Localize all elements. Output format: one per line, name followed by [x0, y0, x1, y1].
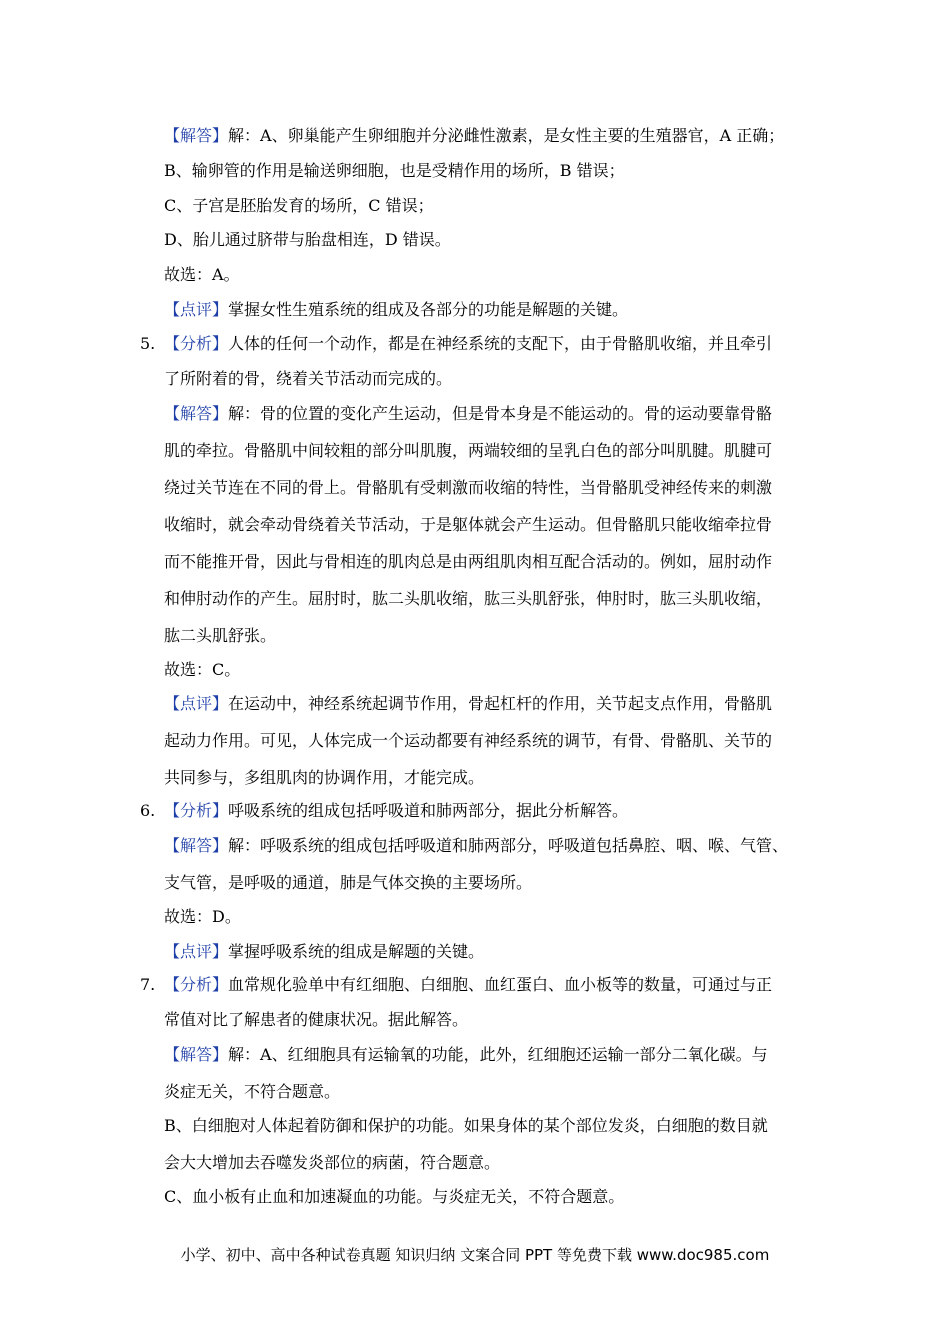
q4-comment: 【点评】掌握女性生殖系统的组成及各部分的功能是解题的关键。 — [164, 300, 629, 319]
q4-line-b: B、输卵管的作用是输送卵细胞，也是受精作用的场所，B 错误； — [164, 161, 625, 180]
q7-analysis-line-2: 常值对比了解患者的健康状况。据此解答。 — [164, 1010, 469, 1029]
q4-choice: 故选：A。 — [164, 265, 240, 284]
q5-answer-line-1: 【解答】解：骨的位置的变化产生运动，但是骨本身是不能运动的。骨的运动要靠骨骼 — [164, 404, 773, 423]
analysis-tag: 【分析】 — [164, 975, 229, 994]
q5-comment-line-3: 共同参与，多组肌肉的协调作用，才能完成。 — [164, 768, 485, 787]
q5-answer-line-4: 收缩时，就会牵动骨绕着关节活动，于是躯体就会产生运动。但骨骼肌只能收缩牵拉骨 — [164, 515, 773, 534]
answer-tag: 【解答】 — [164, 836, 229, 855]
q7-option-b-line-1: B、白细胞对人体起着防御和保护的功能。如果身体的某个部位发炎，白细胞的数目就 — [164, 1116, 768, 1135]
q4-line-d: D、胎儿通过脐带与胎盘相连，D 错误。 — [164, 230, 451, 249]
q4-answer-line-1: 【解答】解：A、卵巢能产生卵细胞并分泌雌性激素，是女性主要的生殖器官，A 正确； — [164, 126, 785, 145]
q6-comment: 【点评】掌握呼吸系统的组成是解题的关键。 — [164, 942, 485, 961]
answer-tag: 【解答】 — [164, 404, 229, 423]
page-footer: 小学、初中、高中各种试卷真题 知识归纳 文案合同 PPT 等免费下载 www.doc985.com — [180, 1246, 770, 1264]
answer-tag: 【解答】 — [164, 1045, 229, 1064]
q4-line-c: C、子宫是胚胎发育的场所，C 错误； — [164, 196, 434, 215]
q7-option-b-line-2: 会大大增加去吞噬发炎部位的病菌，符合题意。 — [164, 1153, 501, 1172]
q5-answer-line-5: 而不能推开骨，因此与骨相连的肌肉总是由两组肌肉相互配合活动的。例如，屈肘动作 — [164, 552, 773, 571]
comment-tag: 【点评】 — [164, 694, 229, 713]
analysis-tag: 【分析】 — [164, 334, 229, 353]
q7-analysis-line-1: 【分析】血常规化验单中有红细胞、白细胞、血红蛋白、血小板等的数量，可通过与正 — [164, 975, 773, 994]
q5-comment-line-2: 起动力作用。可见，人体完成一个运动都要有神经系统的调节，有骨、骨骼肌、关节的 — [164, 731, 773, 750]
q5-choice: 故选：C。 — [164, 660, 241, 679]
q6-analysis: 【分析】呼吸系统的组成包括呼吸道和肺两部分，据此分析解答。 — [164, 801, 629, 820]
q5-analysis-line-1: 【分析】人体的任何一个动作，都是在神经系统的支配下，由于骨骼肌收缩，并且牵引 — [164, 334, 773, 353]
analysis-tag: 【分析】 — [164, 801, 229, 820]
q7-option-c-line-1: C、血小板有止血和加速凝血的功能。与炎症无关，不符合题意。 — [164, 1187, 625, 1206]
q5-answer-line-2: 肌的牵拉。骨骼肌中间较粗的部分叫肌腹，两端较细的呈乳白色的部分叫肌腱。肌腱可 — [164, 441, 773, 460]
q7-answer-line-1: 【解答】解：A、红细胞具有运输氧的功能，此外，红细胞还运输一部分二氧化碳。与 — [164, 1045, 768, 1064]
comment-tag: 【点评】 — [164, 300, 229, 319]
q6-number: 6. — [140, 801, 156, 820]
q5-answer-line-7: 肱二头肌舒张。 — [164, 626, 277, 645]
q7-number: 7. — [140, 975, 156, 994]
q5-comment-line-1: 【点评】在运动中，神经系统起调节作用，骨起杠杆的作用，关节起支点作用，骨骼肌 — [164, 694, 773, 713]
q7-answer-line-2: 炎症无关，不符合题意。 — [164, 1082, 341, 1101]
q6-choice: 故选：D。 — [164, 907, 241, 926]
answer-tag: 【解答】 — [164, 126, 229, 145]
q6-answer-line-1: 【解答】解：呼吸系统的组成包括呼吸道和肺两部分，呼吸道包括鼻腔、咽、喉、气管、 — [164, 836, 789, 855]
q6-answer-line-2: 支气管，是呼吸的通道，肺是气体交换的主要场所。 — [164, 873, 533, 892]
q5-analysis-line-2: 了所附着的骨，绕着关节活动而完成的。 — [164, 369, 453, 388]
q5-answer-line-6: 和伸肘动作的产生。屈肘时，肱二头肌收缩，肱三头肌舒张，伸肘时，肱三头肌收缩， — [164, 589, 773, 608]
comment-tag: 【点评】 — [164, 942, 229, 961]
q5-number: 5. — [140, 334, 156, 353]
q5-answer-line-3: 绕过关节连在不同的骨上。骨骼肌有受刺激而收缩的特性，当骨骼肌受神经传来的刺激 — [164, 478, 773, 497]
